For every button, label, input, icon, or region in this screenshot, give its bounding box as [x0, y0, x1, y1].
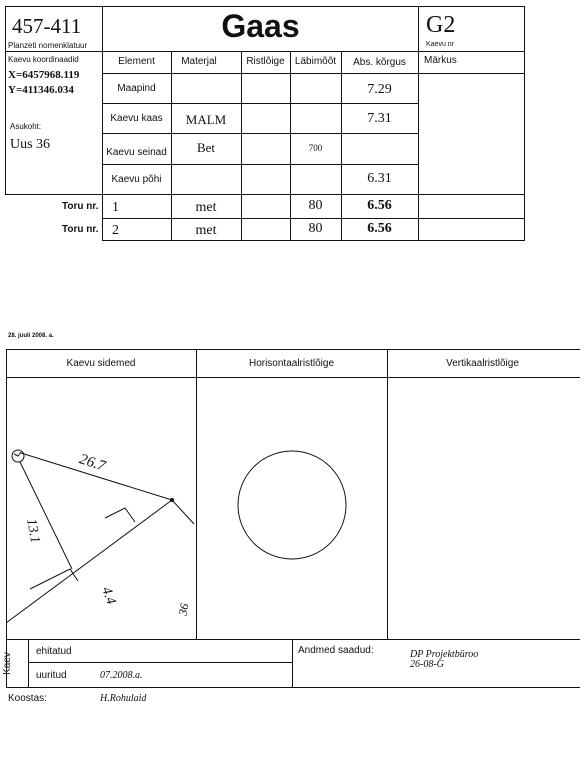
sheet-title: Gaas [221, 8, 300, 44]
compiled-label: Koostas: [8, 693, 47, 704]
data-source-label: Andmed saadud: [298, 645, 374, 656]
surveyed-value: 07.2008.a. [100, 670, 143, 681]
row-element: Maapind [117, 83, 156, 94]
horizontal-section-drawing [196, 378, 387, 639]
offset-tick-2 [30, 569, 78, 589]
row-element: Kaevu seinad [106, 147, 167, 158]
pipe-material: met [195, 200, 217, 215]
coordinates-label: Kaevu koordinaadid [8, 55, 79, 64]
road-line-ext [172, 500, 194, 524]
row-height: 6.31 [367, 171, 392, 186]
pipe-height: 6.56 [367, 221, 392, 236]
row-height: 7.31 [367, 111, 392, 126]
offset-tick-1 [105, 508, 135, 522]
nomenclature-label: Planzeti nomenklatuur [8, 41, 88, 50]
sheet-date: 28. juuli 2008. a. [8, 333, 54, 339]
col-header-section: Ristlõige [246, 56, 285, 67]
col-header-element: Element [118, 56, 155, 67]
col-header-notes: Märkus [424, 55, 457, 66]
pipe-number: 2 [112, 223, 119, 238]
location-label: Asukoht: [10, 122, 42, 131]
pipe-label: Toru nr. [62, 224, 99, 235]
distance-label-1: 26.7 [77, 451, 108, 475]
col-horizontal-section: Horisontaalristlõige [248, 358, 335, 369]
distance-label-2: 13.1 [23, 517, 43, 545]
row-diameter: 700 [308, 143, 323, 153]
row-element: Kaevu kaas [110, 113, 163, 124]
pipe-label: Toru nr. [62, 201, 99, 212]
distance-label-3: 4.4 [98, 585, 119, 607]
col-connections: Kaevu sidemed [66, 358, 136, 369]
pipe-height: 6.56 [367, 198, 392, 213]
well-circle-icon [238, 451, 346, 559]
coordinate-y: Y=411346.034 [8, 84, 74, 96]
compiled-value: H.Rohulaid [100, 693, 147, 704]
well-number-label: Kaevu nr [426, 41, 455, 48]
distance-label-4: 36 [175, 602, 192, 617]
pipe-diameter: 80 [308, 198, 323, 213]
well-number: G2 [426, 12, 456, 38]
row-material: MALM [185, 112, 227, 127]
pipe-diameter: 80 [308, 221, 323, 236]
row-material: Bet [196, 140, 216, 155]
row-element: Kaevu põhi [111, 174, 162, 185]
pipe-number: 1 [112, 200, 119, 215]
data-source-value-1: DP Projektbüroo [410, 649, 479, 660]
col-vertical-section: Vertikaalristlõige [446, 358, 519, 369]
coordinate-x: X=6457968.119 [8, 69, 80, 81]
built-label: ehitatud [36, 646, 72, 657]
col-header-diameter: Läbimõõt [294, 56, 337, 67]
footer-vertical-label: Kaev [1, 652, 13, 675]
col-header-material: Materjal [181, 56, 217, 67]
data-source-value-2: 26-08-G [410, 659, 444, 670]
col-header-height: Abs. kõrgus [353, 57, 406, 68]
row-height: 7.29 [367, 82, 392, 97]
nomenclature-value: 457-411 [12, 14, 82, 38]
location-value: Uus 36 [10, 137, 51, 152]
measure-line-2 [20, 462, 72, 569]
surveyed-label: uuritud [36, 670, 67, 681]
pipe-material: met [195, 223, 217, 238]
